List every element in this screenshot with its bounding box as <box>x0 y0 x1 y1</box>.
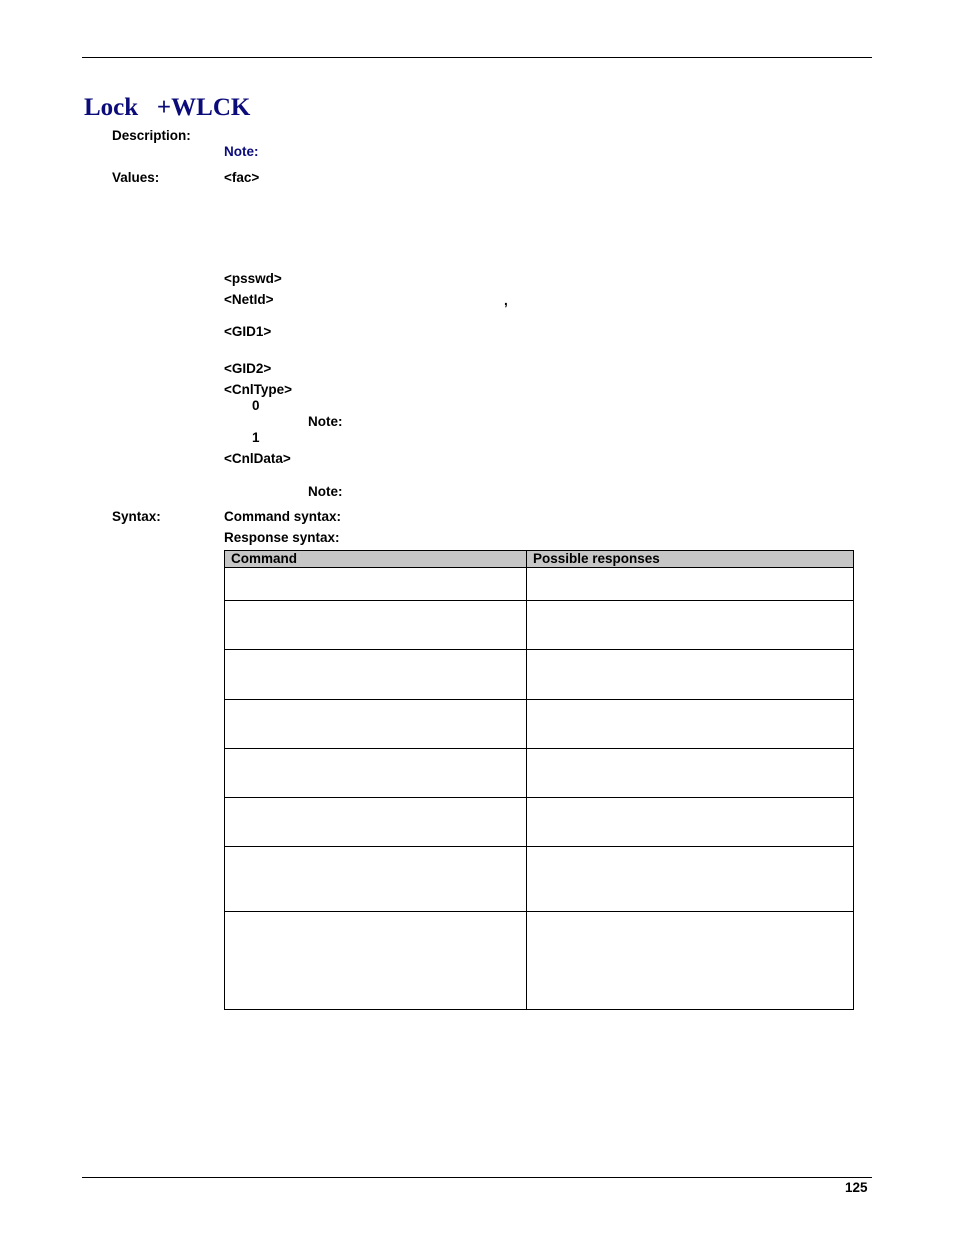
response-cell <box>527 798 854 847</box>
param-netid: <NetId> <box>224 292 274 307</box>
syntax-table <box>224 550 854 1010</box>
response-cell <box>527 568 854 601</box>
response-cell <box>527 847 854 912</box>
netid-comma: , <box>504 293 508 308</box>
cnltype-value-1: 1 <box>252 430 260 445</box>
command-cell <box>225 798 527 847</box>
response-cell <box>527 749 854 798</box>
cnltype-note-label: Note: <box>308 414 343 429</box>
command-cell <box>225 568 527 601</box>
cnldata-note-label: Note: <box>308 484 343 499</box>
response-cell <box>527 601 854 650</box>
response-cell <box>527 650 854 700</box>
header-command: Command <box>225 551 527 568</box>
table-row <box>225 798 854 847</box>
header-rule <box>82 57 872 58</box>
table-row <box>225 601 854 650</box>
param-fac: <fac> <box>224 170 260 185</box>
header-responses: Possible responses <box>527 551 854 568</box>
response-cell <box>527 912 854 1010</box>
page-title: Lock +WLCK <box>84 94 251 121</box>
description-note-label: Note: <box>224 144 259 159</box>
param-cnldata: <CnlData> <box>224 451 291 466</box>
command-cell <box>225 650 527 700</box>
param-psswd: <psswd> <box>224 271 282 286</box>
command-cell <box>225 912 527 1010</box>
table-row <box>225 700 854 749</box>
command-cell <box>225 601 527 650</box>
description-label: Description: <box>112 128 191 143</box>
table-row <box>225 912 854 1010</box>
footer-rule <box>82 1177 872 1178</box>
cnltype-value-0: 0 <box>252 398 260 413</box>
response-cell <box>527 700 854 749</box>
table-row <box>225 847 854 912</box>
page-number: 125 <box>845 1180 868 1195</box>
command-cell <box>225 700 527 749</box>
table-row <box>225 650 854 700</box>
table-header-row <box>225 551 854 568</box>
table-row <box>225 749 854 798</box>
table-row <box>225 568 854 601</box>
command-cell <box>225 847 527 912</box>
values-label: Values: <box>112 170 160 185</box>
syntax-label: Syntax: <box>112 509 161 524</box>
param-gid1: <GID1> <box>224 324 272 339</box>
param-gid2: <GID2> <box>224 361 272 376</box>
command-syntax-label: Command syntax: <box>224 509 342 524</box>
command-cell <box>225 749 527 798</box>
param-cnltype: <CnlType> <box>224 382 293 397</box>
response-syntax-label: Response syntax: <box>224 530 340 545</box>
